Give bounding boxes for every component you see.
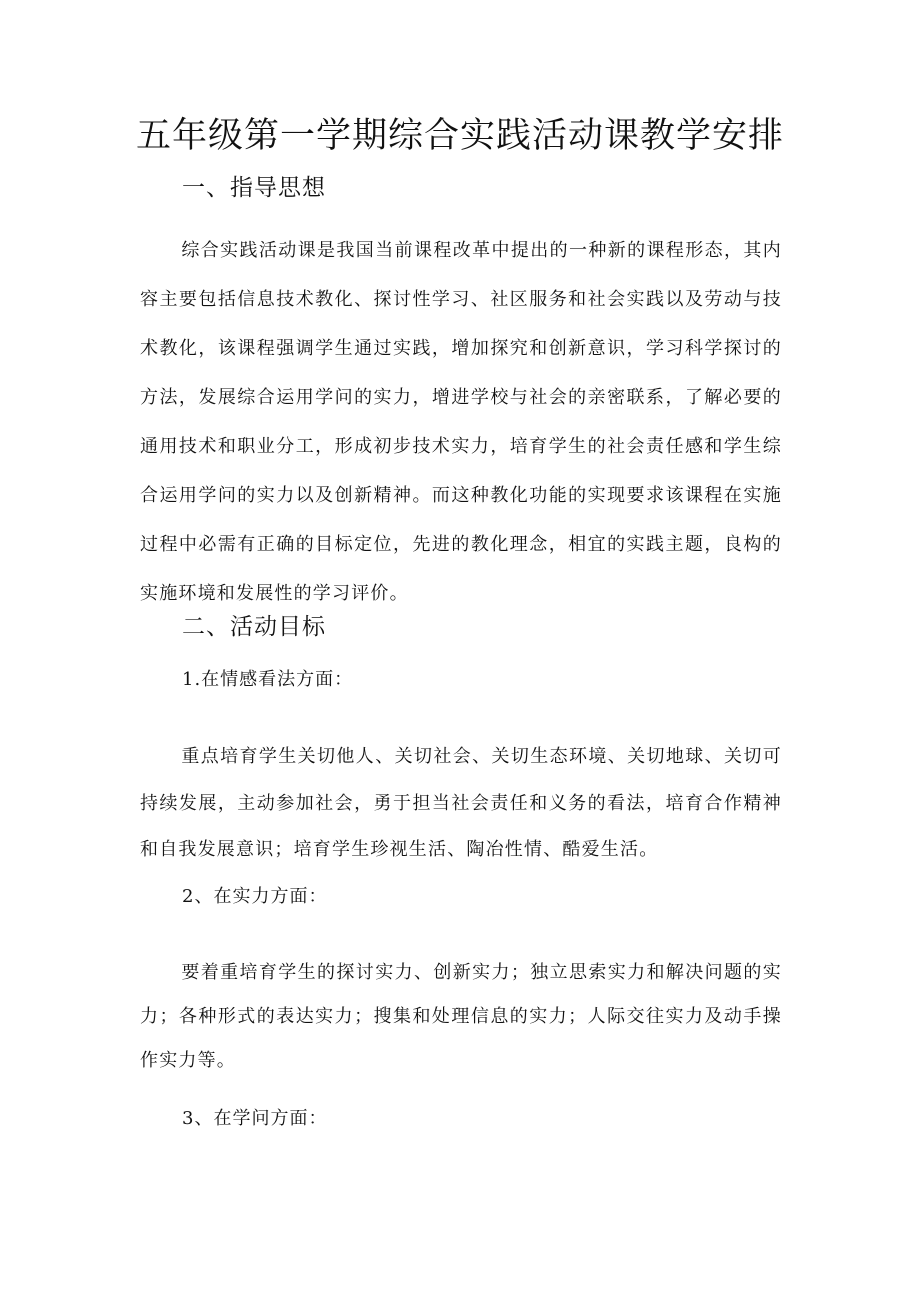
guiding-ideology-paragraph: 综合实践活动课是我国当前课程改革中提出的一种新的课程形态，其内容主要包括信息技术教化、探讨性学习、社区服务和社会实践以及劳动与技术教化，该课程强调学生通过实践，增加探究和创新意识，学习科学探讨的方法，发展综合运用学问的实力，增进学校与社会的亲密联系，了解必要的通用技术和职业分工，形成初步技术实力，培育学生的社会责任感和学生综合运用学问的实力以及创新精神。而这种教化功能的实现要求该课程在实施过程中必需有正确的目标定位，先进的教化理念，相宜的实践主题，良构的实施环境和发展性的学习评价。: [140, 240, 782, 604]
document-title: 五年级第一学期综合实践活动课教学安排: [135, 116, 784, 156]
section-heading-guiding-ideology: 一、指导思想: [182, 175, 326, 201]
goal-item-paragraph-emotion: 重点培育学生关切他人、关切社会、关切生态环境、关切地球、关切可持续发展，主动参加社会，勇于担当社会责任和义务的看法，培育合作精神和自我发展意识；培育学生珍视生活、陶冶性情、酷爱生活。: [140, 746, 782, 860]
goal-item-label-emotion: 1.在情感看法方面：: [182, 669, 354, 690]
goal-item-paragraph-ability: 要着重培育学生的探讨实力、创新实力；独立思索实力和解决问题的实力；各种形式的表达实力；搜集和处理信息的实力；人际交往实力及动手操作实力等。: [140, 962, 782, 1071]
goal-item-label-knowledge: 3、在学问方面：: [182, 1108, 328, 1129]
section-heading-activity-goals: 二、活动目标: [182, 614, 326, 640]
goal-item-label-ability: 2、在实力方面：: [182, 886, 328, 907]
